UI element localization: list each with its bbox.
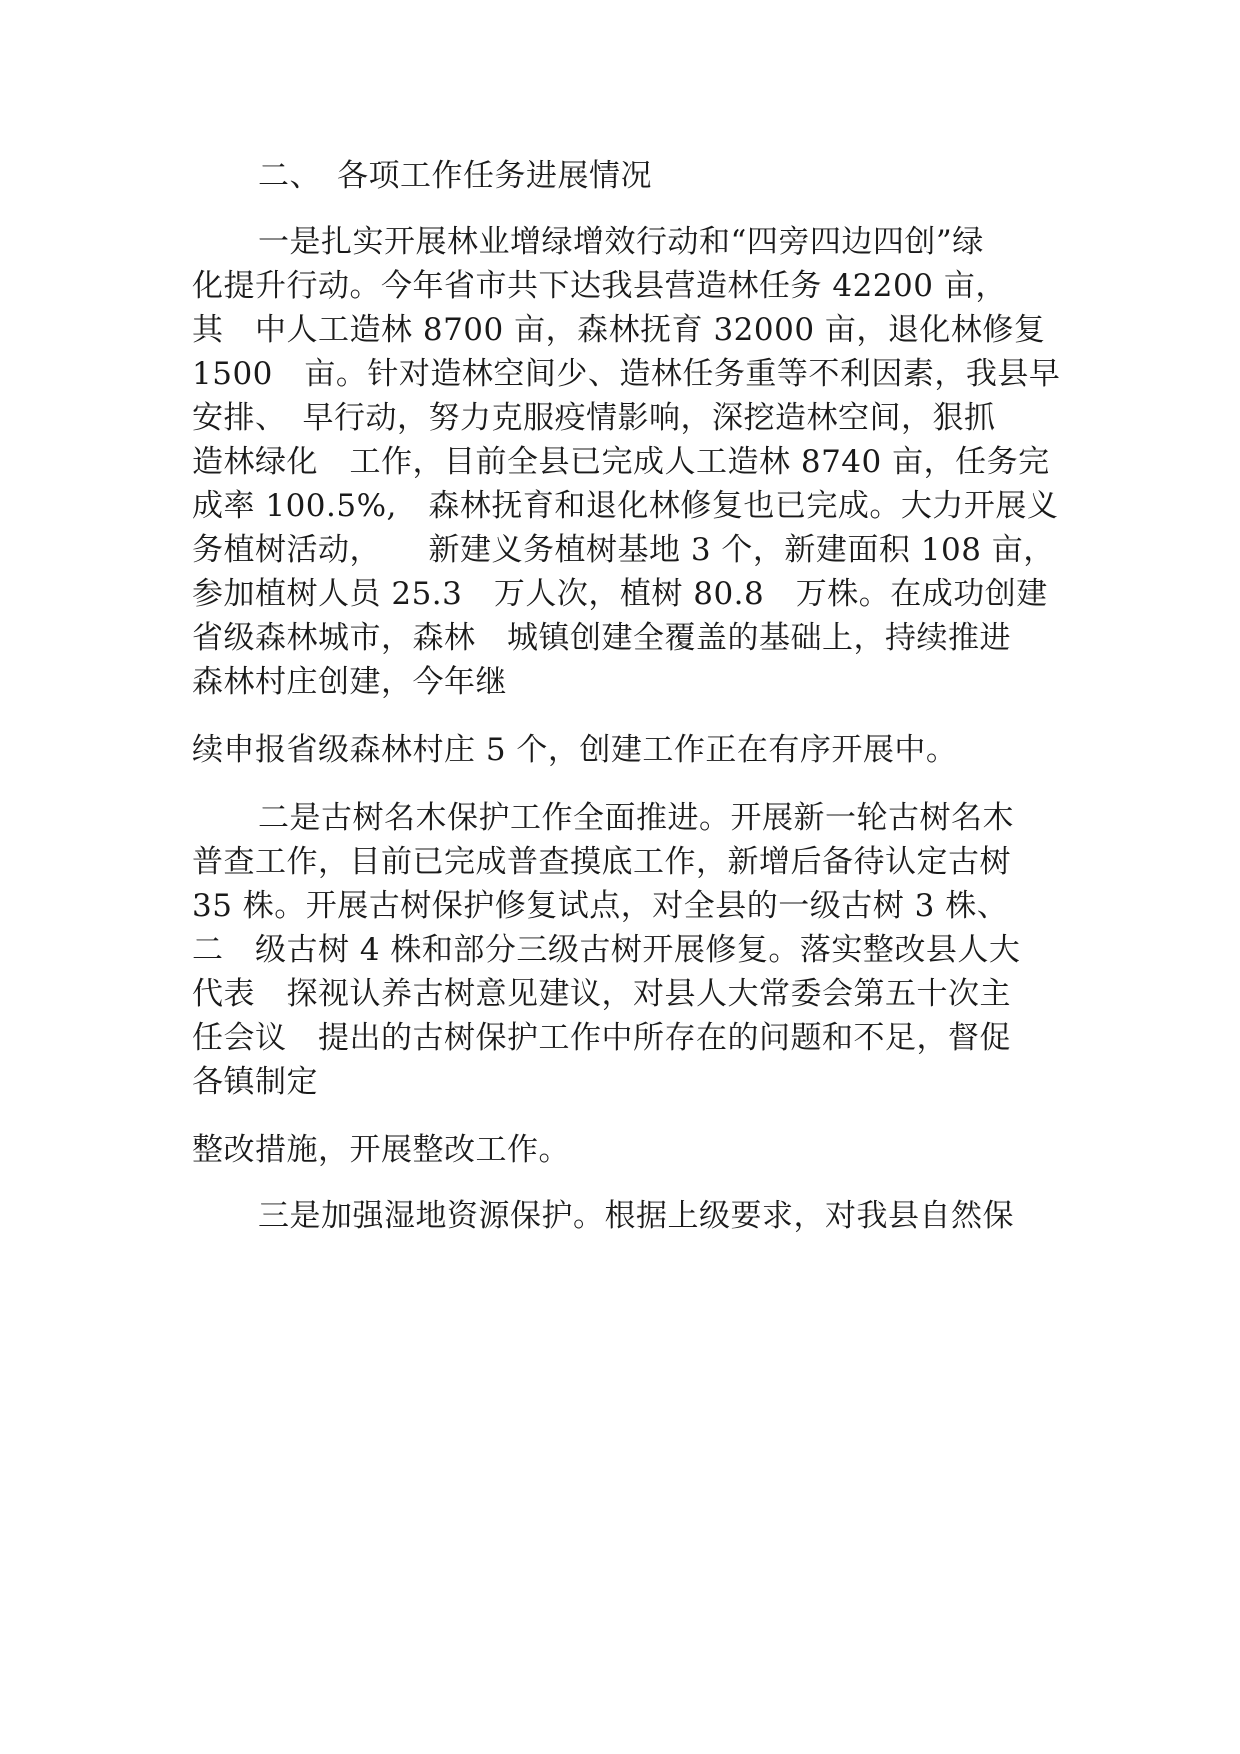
paragraph-line: 务植树活动， 新建义务植树基地 3 个，新建面积 108 亩， <box>192 532 1055 568</box>
paragraph-line: 各镇制定 <box>192 1064 318 1100</box>
paragraph-line: 二是古树名木保护工作全面推进。开展新一轮古树名木 <box>258 800 1014 836</box>
paragraph-line: 整改措施，开展整改工作。 <box>192 1132 570 1168</box>
paragraph-line: 三是加强湿地资源保护。根据上级要求，对我县自然保 <box>258 1198 1014 1234</box>
paragraph-line: 化提升行动。今年省市共下达我县营造林任务 42200 亩， <box>192 268 1007 304</box>
paragraph-line: 一是扎实开展林业增绿增效行动和“四旁四边四创”绿 <box>258 224 984 260</box>
paragraph-line: 普查工作，目前已完成普查摸底工作，新增后备待认定古树 <box>192 844 1011 880</box>
section-heading: 二、 各项工作任务进展情况 <box>258 158 652 194</box>
paragraph-line: 1500 亩。针对造林空间少、造林任务重等不利因素，我县早 <box>192 356 1061 392</box>
paragraph-line: 二 级古树 4 株和部分三级古树开展修复。落实整改县人大 <box>192 932 1021 968</box>
paragraph-line: 参加植树人员 25.3 万人次，植树 80.8 万株。在成功创建 <box>192 576 1048 612</box>
paragraph-line: 造林绿化 工作，目前全县已完成人工造林 8740 亩，任务完 <box>192 444 1050 480</box>
paragraph-line: 代表 探视认养古树意见建议，对县人大常委会第五十次主 <box>192 976 1011 1012</box>
paragraph-line: 续申报省级森林村庄 5 个，创建工作正在有序开展中。 <box>192 732 958 768</box>
paragraph-line: 35 株。开展古树保护修复试点，对全县的一级古树 3 株、 <box>192 888 1009 924</box>
paragraph-line: 成率 100.5%, 森林抚育和退化林修复也已完成。大力开展义 <box>192 488 1059 524</box>
paragraph-line: 任会议 提出的古树保护工作中所存在的问题和不足，督促 <box>192 1020 1011 1056</box>
paragraph-line: 森林村庄创建，今年继 <box>192 664 507 700</box>
paragraph-line: 安排、 早行动，努力克服疫情影响，深挖造林空间，狠抓 <box>192 400 996 436</box>
paragraph-line: 省级森林城市，森林 城镇创建全覆盖的基础上，持续推进 <box>192 620 1011 656</box>
paragraph-line: 其 中人工造林 8700 亩，森林抚育 32000 亩，退化林修复 <box>192 312 1046 348</box>
